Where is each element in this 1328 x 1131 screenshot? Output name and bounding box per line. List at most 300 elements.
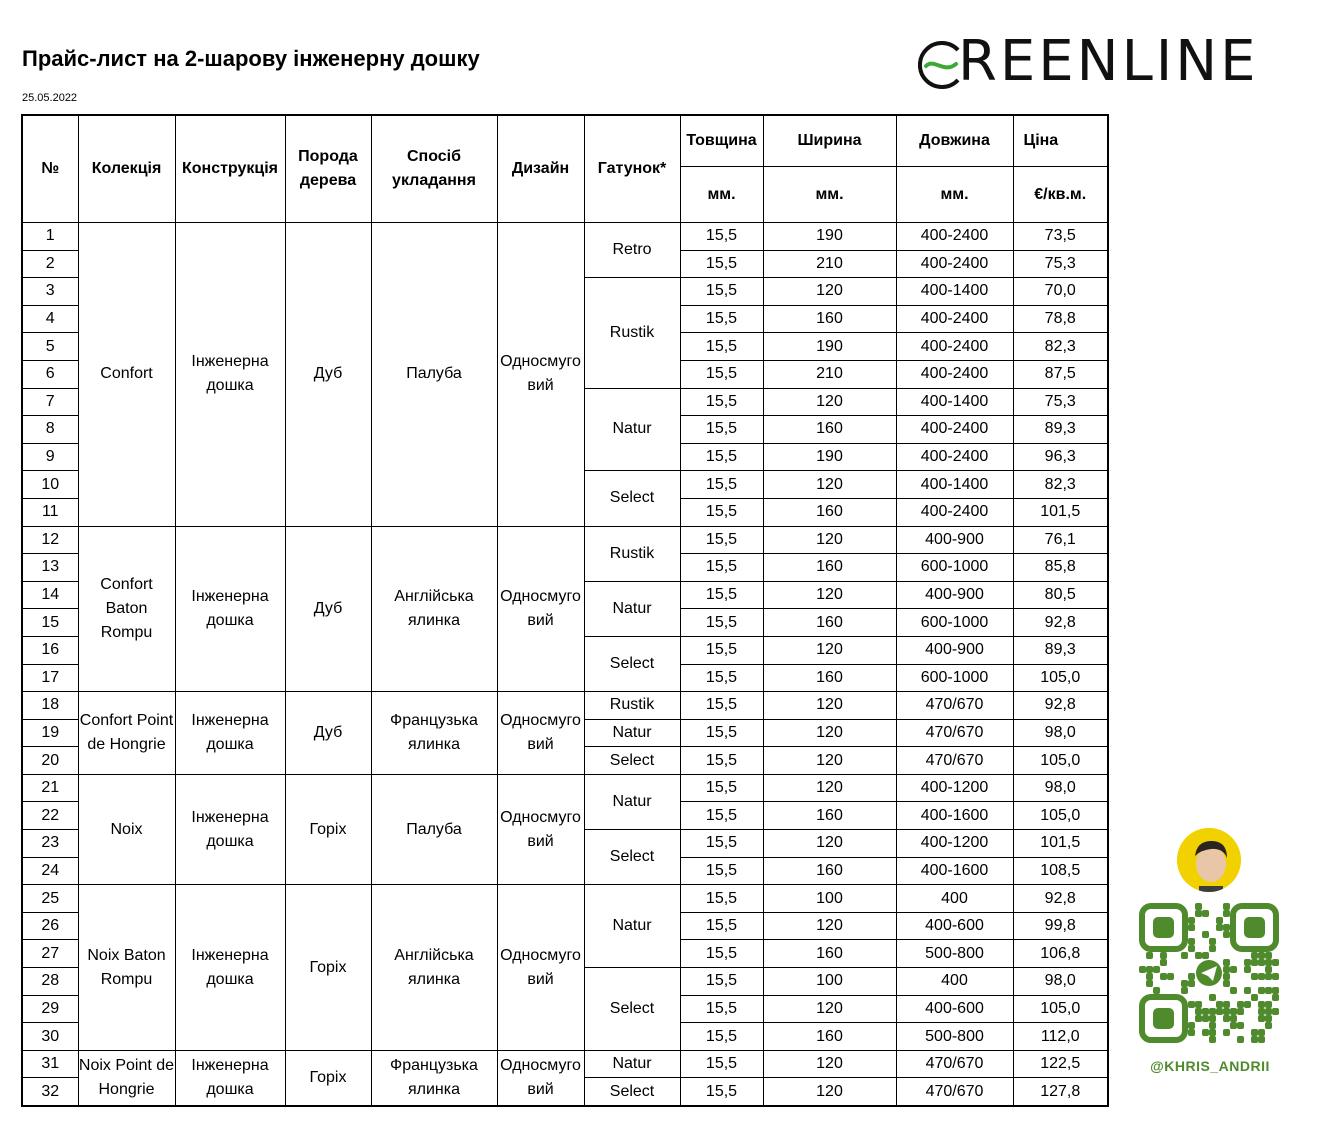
width-cell: 160: [763, 305, 896, 333]
price-cell: 75,3: [1013, 388, 1108, 416]
thickness-cell: 15,5: [680, 250, 763, 278]
qr-finder-core: [1153, 1008, 1174, 1029]
qr-module: [1223, 973, 1230, 980]
thickness-cell: 15,5: [680, 802, 763, 830]
row-number: 13: [22, 554, 78, 582]
header-construction: Конструкція: [175, 115, 285, 223]
price-cell: 73,5: [1013, 223, 1108, 251]
laying-cell: Французька ялинка: [371, 692, 497, 775]
thickness-cell: 15,5: [680, 1023, 763, 1051]
qr-module: [1251, 973, 1258, 980]
qr-module: [1230, 987, 1237, 994]
header-num: №: [22, 115, 78, 223]
price-cell: 85,8: [1013, 554, 1108, 582]
laying-cell: Палуба: [371, 223, 497, 527]
qr-module: [1272, 987, 1279, 994]
qr-module: [1223, 924, 1230, 931]
price-cell: 108,5: [1013, 857, 1108, 885]
width-cell: 160: [763, 554, 896, 582]
length-cell: 600-1000: [896, 554, 1013, 582]
construction-cell: Інженерна дошка: [175, 692, 285, 775]
qr-module: [1251, 1029, 1258, 1036]
width-cell: 120: [763, 719, 896, 747]
laying-cell: Англійська ялинка: [371, 885, 497, 1051]
length-cell: 600-1000: [896, 609, 1013, 637]
construction-cell: Інженерна дошка: [175, 774, 285, 884]
qr-module: [1251, 959, 1258, 966]
length-cell: 500-800: [896, 1023, 1013, 1051]
length-cell: 470/670: [896, 719, 1013, 747]
thickness-cell: 15,5: [680, 443, 763, 471]
qr-module: [1265, 959, 1272, 966]
wood-cell: Горіх: [285, 774, 371, 884]
length-cell: 470/670: [896, 692, 1013, 720]
collection-cell: Noix Baton Rompu: [78, 885, 175, 1051]
qr-code[interactable]: [1139, 903, 1279, 1043]
qr-module: [1230, 1008, 1237, 1015]
grade-cell: Natur: [584, 885, 680, 968]
price-cell: 105,0: [1013, 802, 1108, 830]
qr-module: [1230, 1022, 1237, 1029]
qr-module: [1223, 966, 1230, 973]
qr-module: [1258, 1029, 1265, 1036]
grade-cell: Select: [584, 636, 680, 691]
qr-module: [1195, 910, 1202, 917]
grade-cell: Select: [584, 747, 680, 775]
length-cell: 400-2400: [896, 250, 1013, 278]
qr-module: [1195, 1008, 1202, 1015]
page-title: Прайс-лист на 2-шарову інженерну дошку: [22, 46, 480, 71]
qr-module: [1265, 1008, 1272, 1015]
length-cell: 400-1400: [896, 388, 1013, 416]
width-cell: 120: [763, 692, 896, 720]
qr-module: [1244, 987, 1251, 994]
width-cell: 160: [763, 416, 896, 444]
qr-module: [1223, 910, 1230, 917]
thickness-cell: 15,5: [680, 1050, 763, 1078]
qr-module: [1209, 938, 1216, 945]
length-cell: 400-2400: [896, 223, 1013, 251]
length-cell: 400-2400: [896, 416, 1013, 444]
table-row: [22, 692, 1108, 720]
width-cell: 120: [763, 912, 896, 940]
width-cell: 160: [763, 609, 896, 637]
qr-module: [1265, 952, 1272, 959]
price-cell: 78,8: [1013, 305, 1108, 333]
row-number: 16: [22, 636, 78, 664]
qr-module: [1265, 987, 1272, 994]
length-cell: 400-600: [896, 912, 1013, 940]
thickness-cell: 15,5: [680, 305, 763, 333]
width-cell: 160: [763, 498, 896, 526]
price-cell: 122,5: [1013, 1050, 1108, 1078]
thickness-cell: 15,5: [680, 526, 763, 554]
qr-finder-core: [1244, 917, 1265, 938]
design-cell: Односмуговий: [497, 526, 584, 692]
thickness-cell: 15,5: [680, 692, 763, 720]
price-cell: 105,0: [1013, 747, 1108, 775]
length-cell: 470/670: [896, 747, 1013, 775]
price-table: [21, 114, 1109, 1107]
price-cell: 98,0: [1013, 968, 1108, 996]
header-thickness: Товщина: [680, 115, 763, 167]
grade-cell: Rustik: [584, 278, 680, 388]
thickness-cell: 15,5: [680, 360, 763, 388]
design-cell: Односмуговий: [497, 774, 584, 884]
qr-module: [1265, 973, 1272, 980]
construction-cell: Інженерна дошка: [175, 223, 285, 527]
collection-cell: Confort Point de Hongrie: [78, 692, 175, 775]
qr-module: [1223, 931, 1230, 938]
header-wood: Порода дерева: [285, 115, 371, 223]
thickness-cell: 15,5: [680, 719, 763, 747]
row-number: 24: [22, 857, 78, 885]
length-cell: 400-1600: [896, 802, 1013, 830]
thickness-cell: 15,5: [680, 968, 763, 996]
qr-module: [1209, 1036, 1216, 1043]
qr-module: [1265, 1015, 1272, 1022]
row-number: 8: [22, 416, 78, 444]
qr-module: [1181, 987, 1188, 994]
qr-module: [1223, 1001, 1230, 1008]
length-cell: 400-2400: [896, 443, 1013, 471]
collection-cell: Confort: [78, 223, 175, 527]
row-number: 20: [22, 747, 78, 775]
qr-module: [1237, 1001, 1244, 1008]
qr-module: [1223, 980, 1230, 987]
thickness-cell: 15,5: [680, 664, 763, 692]
qr-module: [1223, 1015, 1230, 1022]
qr-module: [1237, 1008, 1244, 1015]
price-cell: 99,8: [1013, 912, 1108, 940]
price-cell: 70,0: [1013, 278, 1108, 306]
document-date: 25.05.2022: [22, 92, 78, 104]
qr-module: [1146, 966, 1153, 973]
width-cell: 160: [763, 1023, 896, 1051]
qr-module: [1230, 1015, 1237, 1022]
qr-module: [1230, 966, 1237, 973]
header-design: Дизайн: [497, 115, 584, 223]
header-grade: Гатунок*: [584, 115, 680, 223]
qr-module: [1216, 1001, 1223, 1008]
price-cell: 112,0: [1013, 1023, 1108, 1051]
design-cell: Односмуговий: [497, 885, 584, 1051]
row-number: 1: [22, 223, 78, 251]
row-number: 27: [22, 940, 78, 968]
qr-module: [1188, 1001, 1195, 1008]
price-cell: 101,5: [1013, 830, 1108, 858]
price-cell: 87,5: [1013, 360, 1108, 388]
qr-module: [1216, 917, 1223, 924]
length-cell: 400-900: [896, 526, 1013, 554]
design-cell: Односмуговий: [497, 223, 584, 527]
qr-module: [1160, 973, 1167, 980]
row-number: 26: [22, 912, 78, 940]
width-cell: 190: [763, 333, 896, 361]
wood-cell: Дуб: [285, 692, 371, 775]
laying-cell: Палуба: [371, 774, 497, 884]
length-cell: 400-1600: [896, 857, 1013, 885]
price-cell: 82,3: [1013, 333, 1108, 361]
length-cell: 400-1200: [896, 830, 1013, 858]
price-cell: 105,0: [1013, 664, 1108, 692]
qr-module: [1202, 1029, 1209, 1036]
qr-module: [1188, 924, 1195, 931]
length-cell: 400-600: [896, 995, 1013, 1023]
avatar: [1177, 828, 1241, 892]
thickness-cell: 15,5: [680, 554, 763, 582]
table-row: [22, 774, 1108, 802]
price-cell: 75,3: [1013, 250, 1108, 278]
row-number: 11: [22, 498, 78, 526]
table-row: [22, 223, 1108, 251]
length-cell: 400-2400: [896, 305, 1013, 333]
price-cell: 89,3: [1013, 416, 1108, 444]
qr-module: [1265, 1001, 1272, 1008]
qr-module: [1160, 959, 1167, 966]
qr-module: [1181, 980, 1188, 987]
qr-module: [1160, 952, 1167, 959]
row-number: 4: [22, 305, 78, 333]
qr-module: [1188, 1022, 1195, 1029]
price-cell: 101,5: [1013, 498, 1108, 526]
row-number: 10: [22, 471, 78, 499]
qr-module: [1139, 966, 1146, 973]
design-cell: Односмуговий: [497, 692, 584, 775]
construction-cell: Інженерна дошка: [175, 526, 285, 692]
grade-cell: Retro: [584, 223, 680, 278]
thickness-cell: 15,5: [680, 1078, 763, 1106]
grade-cell: Select: [584, 471, 680, 526]
row-number: 19: [22, 719, 78, 747]
price-cell: 76,1: [1013, 526, 1108, 554]
qr-module: [1146, 952, 1153, 959]
qr-module: [1181, 952, 1188, 959]
construction-cell: Інженерна дошка: [175, 1050, 285, 1106]
row-number: 15: [22, 609, 78, 637]
thickness-cell: 15,5: [680, 388, 763, 416]
qr-module: [1146, 980, 1153, 987]
row-number: 32: [22, 1078, 78, 1106]
length-cell: 470/670: [896, 1078, 1013, 1106]
width-cell: 160: [763, 664, 896, 692]
qr-module: [1244, 959, 1251, 966]
unit-price: €/кв.м.: [1013, 167, 1108, 223]
qr-module: [1251, 952, 1258, 959]
qr-module: [1188, 945, 1195, 952]
qr-module: [1153, 966, 1160, 973]
header-price: Ціна: [1013, 115, 1108, 167]
row-number: 18: [22, 692, 78, 720]
qr-module: [1272, 1008, 1279, 1015]
row-number: 3: [22, 278, 78, 306]
qr-module: [1202, 910, 1209, 917]
table-row: [22, 526, 1108, 554]
qr-module: [1188, 917, 1195, 924]
width-cell: 190: [763, 223, 896, 251]
qr-module: [1202, 1015, 1209, 1022]
thickness-cell: 15,5: [680, 995, 763, 1023]
qr-module: [1265, 966, 1272, 973]
length-cell: 400-1200: [896, 774, 1013, 802]
width-cell: 120: [763, 388, 896, 416]
qr-module: [1223, 959, 1230, 966]
qr-module: [1209, 945, 1216, 952]
width-cell: 210: [763, 360, 896, 388]
row-number: 12: [22, 526, 78, 554]
qr-module: [1244, 1001, 1251, 1008]
row-number: 25: [22, 885, 78, 913]
wood-cell: Горіх: [285, 1050, 371, 1106]
price-cell: 96,3: [1013, 443, 1108, 471]
row-number: 2: [22, 250, 78, 278]
grade-cell: Natur: [584, 1050, 680, 1078]
thickness-cell: 15,5: [680, 857, 763, 885]
thickness-cell: 15,5: [680, 278, 763, 306]
row-number: 23: [22, 830, 78, 858]
qr-module: [1195, 952, 1202, 959]
width-cell: 120: [763, 526, 896, 554]
row-number: 21: [22, 774, 78, 802]
header-laying: Спосіб укладання: [371, 115, 497, 223]
row-number: 7: [22, 388, 78, 416]
unit-length: мм.: [896, 167, 1013, 223]
qr-module: [1223, 903, 1230, 910]
length-cell: 600-1000: [896, 664, 1013, 692]
collection-cell: Noix Point de Hongrie: [78, 1050, 175, 1106]
qr-module: [1223, 1008, 1230, 1015]
qr-module: [1258, 1008, 1265, 1015]
width-cell: 120: [763, 995, 896, 1023]
qr-module: [1272, 973, 1279, 980]
thickness-cell: 15,5: [680, 636, 763, 664]
qr-module: [1258, 959, 1265, 966]
qr-module: [1209, 994, 1216, 1001]
width-cell: 120: [763, 774, 896, 802]
width-cell: 120: [763, 581, 896, 609]
width-cell: 120: [763, 830, 896, 858]
greenline-logo: [918, 29, 1259, 94]
qr-module: [1216, 1008, 1223, 1015]
qr-module: [1195, 1001, 1202, 1008]
row-number: 22: [22, 802, 78, 830]
table-row: [22, 1050, 1108, 1078]
width-cell: 120: [763, 278, 896, 306]
price-cell: 89,3: [1013, 636, 1108, 664]
qr-module: [1209, 1022, 1216, 1029]
qr-module: [1258, 1001, 1265, 1008]
logo-text: REENLINE: [958, 29, 1259, 94]
thickness-cell: 15,5: [680, 774, 763, 802]
qr-module: [1188, 1029, 1195, 1036]
qr-module: [1258, 952, 1265, 959]
telegram-handle[interactable]: @KHRIS_ANDRII: [1150, 1058, 1270, 1074]
thickness-cell: 15,5: [680, 609, 763, 637]
grade-cell: Natur: [584, 581, 680, 636]
qr-module: [1195, 1015, 1202, 1022]
qr-module: [1237, 1036, 1244, 1043]
unit-thickness: мм.: [680, 167, 763, 223]
length-cell: 400-2400: [896, 498, 1013, 526]
width-cell: 120: [763, 1078, 896, 1106]
wood-cell: Дуб: [285, 526, 371, 692]
price-cell: 105,0: [1013, 995, 1108, 1023]
row-number: 6: [22, 360, 78, 388]
qr-module: [1265, 1022, 1272, 1029]
header-length: Довжина: [896, 115, 1013, 167]
row-number: 28: [22, 968, 78, 996]
construction-cell: Інженерна дошка: [175, 885, 285, 1051]
qr-module: [1272, 959, 1279, 966]
unit-width: мм.: [763, 167, 896, 223]
width-cell: 120: [763, 636, 896, 664]
thickness-cell: 15,5: [680, 498, 763, 526]
width-cell: 160: [763, 857, 896, 885]
price-cell: 127,8: [1013, 1078, 1108, 1106]
length-cell: 400-900: [896, 581, 1013, 609]
qr-module: [1195, 903, 1202, 910]
thickness-cell: 15,5: [680, 747, 763, 775]
grade-cell: Select: [584, 968, 680, 1051]
width-cell: 160: [763, 802, 896, 830]
laying-cell: Французька ялинка: [371, 1050, 497, 1106]
width-cell: 160: [763, 940, 896, 968]
qr-module: [1216, 924, 1223, 931]
price-cell: 92,8: [1013, 692, 1108, 720]
thickness-cell: 15,5: [680, 333, 763, 361]
thickness-cell: 15,5: [680, 830, 763, 858]
qr-module: [1209, 1029, 1216, 1036]
width-cell: 190: [763, 443, 896, 471]
header-collection: Колекція: [78, 115, 175, 223]
row-number: 9: [22, 443, 78, 471]
length-cell: 500-800: [896, 940, 1013, 968]
row-number: 14: [22, 581, 78, 609]
thickness-cell: 15,5: [680, 940, 763, 968]
qr-module: [1258, 1015, 1265, 1022]
width-cell: 100: [763, 885, 896, 913]
grade-cell: Rustik: [584, 526, 680, 581]
width-cell: 120: [763, 471, 896, 499]
row-number: 30: [22, 1023, 78, 1051]
qr-module: [1202, 931, 1209, 938]
qr-module: [1202, 952, 1209, 959]
price-table-body: [22, 223, 1108, 1107]
qr-module: [1223, 1029, 1230, 1036]
price-cell: 106,8: [1013, 940, 1108, 968]
qr-module: [1188, 938, 1195, 945]
laying-cell: Англійська ялинка: [371, 526, 497, 692]
table-row: [22, 885, 1108, 913]
grade-cell: Rustik: [584, 692, 680, 720]
price-cell: 98,0: [1013, 774, 1108, 802]
grade-cell: Natur: [584, 774, 680, 829]
grade-cell: Natur: [584, 388, 680, 471]
length-cell: 470/670: [896, 1050, 1013, 1078]
qr-module: [1167, 973, 1174, 980]
grade-cell: Select: [584, 1078, 680, 1106]
row-number: 29: [22, 995, 78, 1023]
row-number: 17: [22, 664, 78, 692]
qr-module: [1244, 966, 1251, 973]
length-cell: 400-2400: [896, 333, 1013, 361]
width-cell: 100: [763, 968, 896, 996]
qr-module: [1146, 973, 1153, 980]
wood-cell: Горіх: [285, 885, 371, 1051]
qr-module: [1258, 1036, 1265, 1043]
qr-module: [1251, 994, 1258, 1001]
qr-module: [1202, 1008, 1209, 1015]
